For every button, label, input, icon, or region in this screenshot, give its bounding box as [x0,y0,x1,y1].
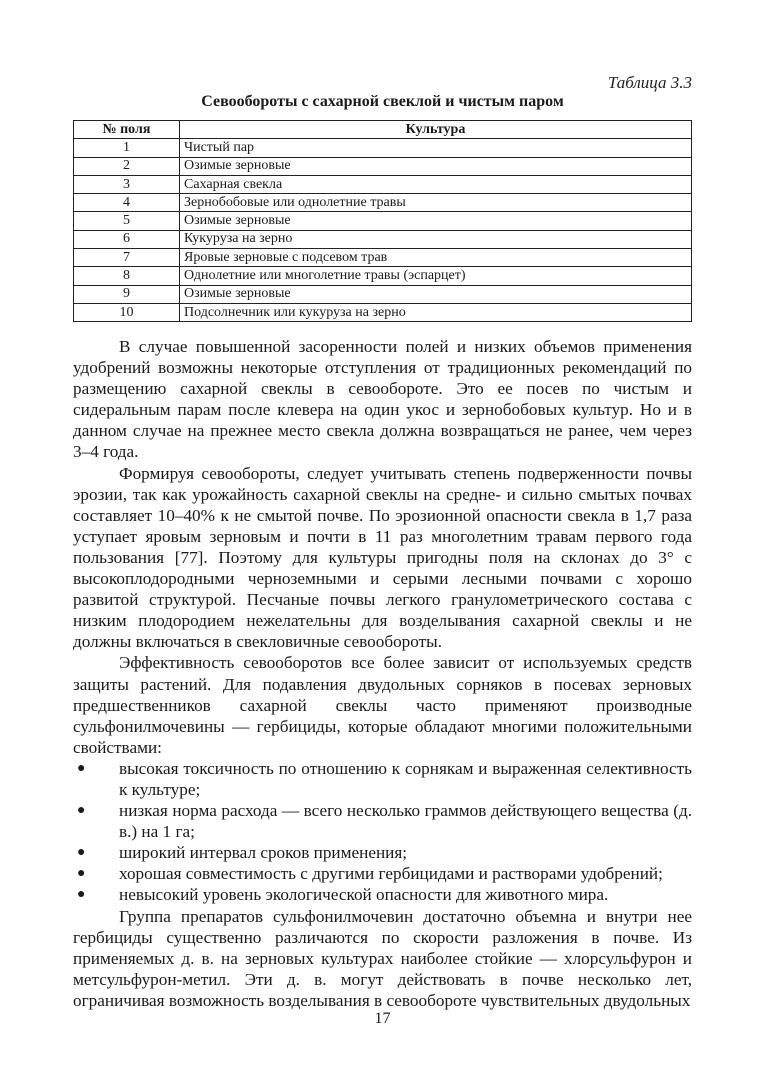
table-row [74,175,692,193]
crop-name: Яровые зерновые с подсевом трав [180,249,692,267]
table-header-row [74,121,692,139]
table-row [74,285,692,303]
paragraph-sulfonylurea-group: Группа препаратов сульфонилмочевин достаточно объемна и внутри нее гербициды существенно различаются по скорости разложения в почве. Из применяемых д. в. на зерновых культурах наиболее стойкие — хлорсульфурон и метсульфурон-метил. Эти д. в. могут действовать в почве несколько лет, ограничивая возможность возделывания в севообороте чувствительных двудольных [73,906,692,1010]
table-row [74,212,692,230]
field-number: 7 [74,249,180,267]
table-row [74,139,692,157]
field-number: 8 [74,267,180,285]
paragraph-weed-infestation: В случае повышенной засоренности полей и низких объемов применения удобрений возможны некоторые отступления от традиционных рекомендаций по размещению сахарной свеклы в севообороте. Это ее посев по чистым и сидеральным парам после клевера на один укос и зернобобовых культур. Но и в данном случае на прежнее место свекла должна возвращаться не ранее, чем через 3–4 года. [73,337,692,462]
list-item [73,884,692,905]
crop-name: Кукуруза на зерно [180,230,692,248]
paragraph-herbicide-effectiveness: Эффективность севооборотов все более зависит от используемых средств защиты растений. Для подавления двудольных сорняков в посевах зерновых предшественников сахарной свеклы часто применяют производные сульфонилмочевины — гербициды, которые обладают многими положительными свойствами: [73,653,692,757]
field-number: 6 [74,230,180,248]
header-field-number: № поля [74,121,180,139]
list-item [73,758,692,800]
page-number: 17 [374,1010,391,1027]
list-item-text: низкая норма расхода — всего несколько граммов действующего вещества (д. в.) на 1 га; [119,801,692,842]
herbicide-properties-list [73,758,692,906]
header-crop: Культура [180,121,692,139]
bullet-icon: ● [77,803,86,819]
field-number: 4 [74,194,180,212]
table-row [74,157,692,175]
crop-name: Озимые зерновые [180,157,692,175]
bullet-icon: ● [77,845,86,861]
bullet-icon: ● [77,760,86,776]
list-item-text: широкий интервал сроков применения; [119,843,408,863]
list-item-text: высокая токсичность по отношению к сорнякам и выраженная селективность к культуре; [119,758,692,799]
list-item [73,863,692,884]
table-row [74,249,692,267]
field-number: 1 [74,139,180,157]
field-number: 10 [74,303,180,321]
crop-name: Сахарная свекла [180,175,692,193]
field-number: 5 [74,212,180,230]
table-title: Севообороты с сахарной свеклой и чистым паром [201,93,564,110]
crop-name: Однолетние или многолетние травы (эспарцет) [180,267,692,285]
crop-name: Озимые зерновые [180,285,692,303]
list-item [73,842,692,863]
table-row [74,303,692,321]
paragraph-soil-erosion: Формируя севообороты, следует учитывать степень подверженности почвы эрозии, так как урожайность сахарной свеклы на средне- и сильно смытых почвах составляет 10–40% к не смытой почве. По эрозионной опасности свекла в 1,7 раза уступает яровым зерновым и почти в 11 раз многолетним травам первого года пользования [77]. Поэтому для культуры пригодны поля на склонах до 3° с высокоплодородными черноземными и серыми лесными почвами с хорошо развитой структурой. Песчаные почвы легкого гранулометрического состава с низким плодородием нежелательны для возделывания сахарной свеклы и не должны включаться в свекловичные севообороты. [73,463,692,652]
bullet-icon: ● [77,866,86,882]
body-text [73,336,692,1011]
field-number: 9 [74,285,180,303]
table-row [74,267,692,285]
table-caption: Таблица 3.3 [607,73,692,92]
field-number: 3 [74,175,180,193]
crop-rotation-table [73,120,692,322]
crop-name: Подсолнечник или кукуруза на зерно [180,303,692,321]
crop-name: Зернобобовые или однолетние травы [180,194,692,212]
table-row [74,230,692,248]
table-row [74,194,692,212]
crop-name: Озимые зерновые [180,212,692,230]
list-item [73,800,692,842]
list-item-text: невысокий уровень экологической опасности для животного мира. [119,885,609,905]
field-number: 2 [74,157,180,175]
crop-name: Чистый пар [180,139,692,157]
bullet-icon: ● [77,887,86,903]
list-item-text: хорошая совместимость с другими гербицидами и растворами удобрений; [119,864,663,884]
